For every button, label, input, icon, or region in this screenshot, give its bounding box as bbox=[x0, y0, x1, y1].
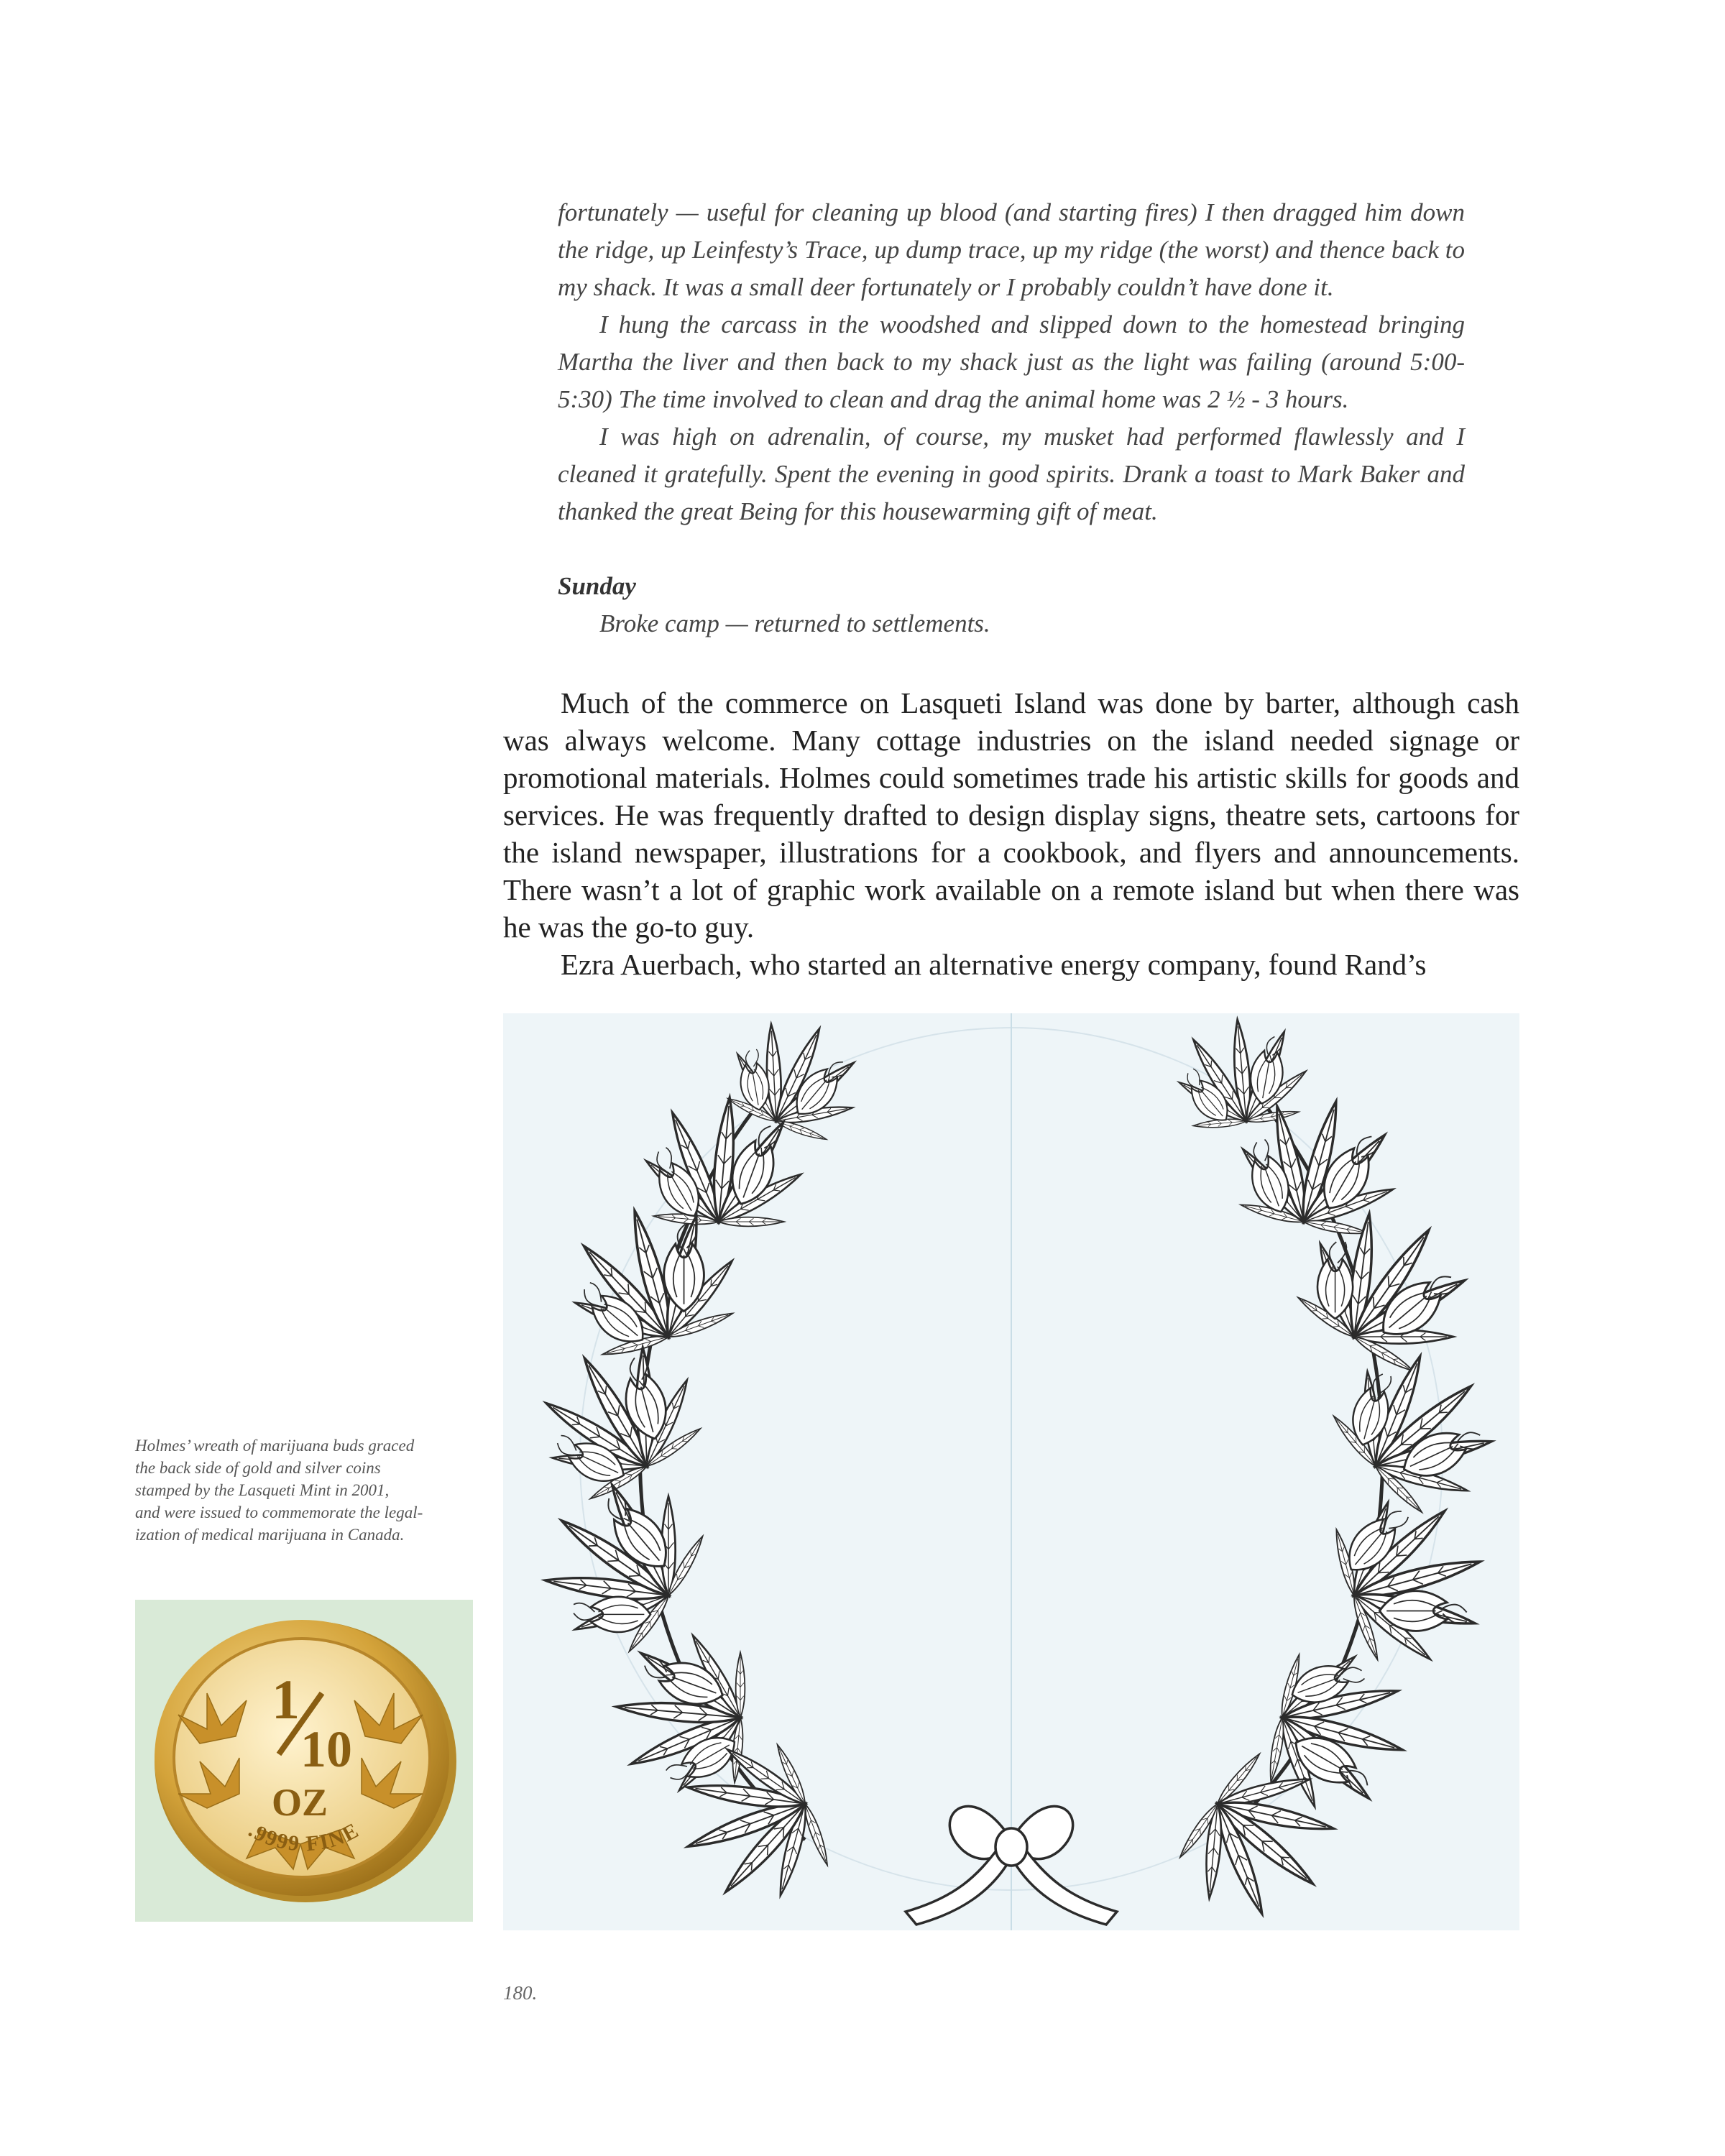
coin-fraction-top: 1 bbox=[272, 1668, 300, 1731]
wreath-right-branch bbox=[1163, 1013, 1519, 1930]
caption-line: Holmes’ wreath of marijuana buds graced bbox=[135, 1437, 415, 1455]
caption-line: and were issued to commemorate the legal- bbox=[135, 1503, 423, 1521]
journal-paragraph: fortunately — useful for cleaning up blood (and starting fires) I then dragged him down the ridge, up Leinfesty’s Trace, up dump trace, up my ridge (the worst) and thence back to my shack. It was a small deer fortunately or I probably couldn’t have done it. bbox=[558, 198, 1465, 301]
journal-excerpt bbox=[558, 194, 1465, 642]
image-caption bbox=[135, 1434, 464, 1546]
wreath-drawing-svg bbox=[503, 1013, 1519, 1930]
body-paragraph: Ezra Auerbach, who started an alternative energy company, found Rand’s bbox=[561, 948, 1427, 981]
body-text bbox=[503, 684, 1519, 983]
wreath-illustration bbox=[503, 1013, 1519, 1930]
journal-day-entry: Broke camp — returned to settlements. bbox=[599, 609, 990, 637]
gold-coin-photo bbox=[135, 1600, 473, 1922]
journal-day-heading: Sunday bbox=[558, 572, 636, 600]
coin-fraction-bottom: 10 bbox=[300, 1720, 352, 1778]
caption-line: the back side of gold and silver coins bbox=[135, 1459, 381, 1477]
body-paragraph: Much of the commerce on Lasqueti Island was done by barter, although cash was always welcome. Many cottage industries on the island needed signage or promotional materials. Holmes could sometimes trade his artistic skills for goods and services. He was frequently drafted to design display signs, theatre sets, cartoons for the island newspaper, illustrations for a cookbook, and flyers and announcements. There wasn’t a lot of graphic work available on a remote island but when there was he was the go-to guy. bbox=[503, 686, 1519, 944]
coin-fineness: .9999 FINE bbox=[244, 1818, 364, 1856]
journal-paragraph: I hung the carcass in the woodshed and slipped down to the homestead bringing Martha the liver and then back to my shack just as the light was failing (around 5:00-5:30) The time involved to clean and drag the animal home was 2 ½ - 3 hours. bbox=[558, 310, 1465, 413]
coin-unit: OZ bbox=[272, 1781, 328, 1824]
caption-line: ization of medical marijuana in Canada. bbox=[135, 1526, 405, 1544]
caption-line: stamped by the Lasqueti Mint in 2001, bbox=[135, 1481, 390, 1499]
page-number: 180. bbox=[503, 1982, 538, 2004]
journal-paragraph: I was high on adrenalin, of course, my musket had performed flawlessly and I cleaned it gratefully. Spent the evening in good spirits. Drank a toast to Mark Baker and thanked the great Being for this housewarming gift of meat. bbox=[558, 423, 1465, 525]
gold-coin-svg bbox=[135, 1600, 473, 1922]
wreath-left-branch bbox=[512, 1013, 873, 1928]
